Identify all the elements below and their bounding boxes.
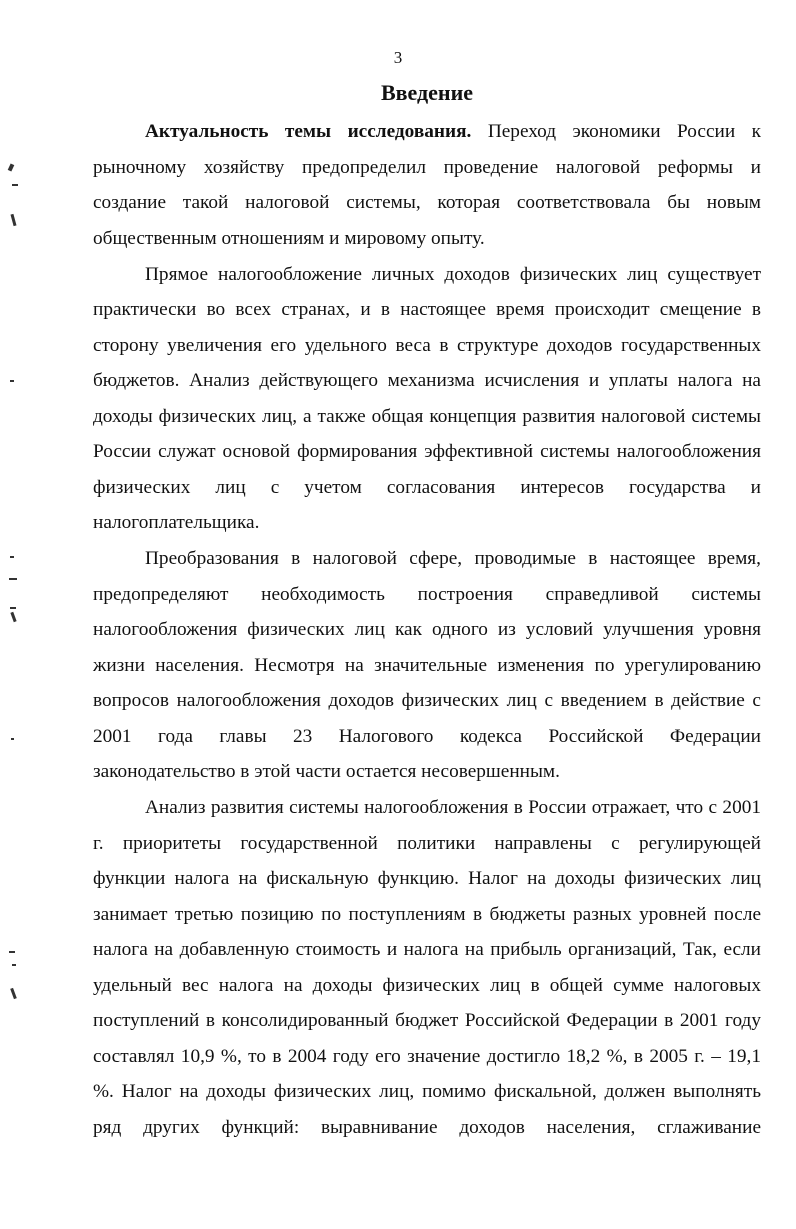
text-line: общественным отношениям и мировому опыту. bbox=[93, 227, 485, 249]
text-line: налогообложения физических лиц как одного из условий улучшения уровня bbox=[93, 619, 761, 640]
text-fragment: Переход экономики России к bbox=[471, 121, 761, 142]
scan-mark bbox=[12, 184, 18, 186]
scan-mark bbox=[9, 578, 17, 580]
scan-mark bbox=[8, 163, 15, 171]
scan-mark bbox=[10, 988, 17, 999]
page-title: Введение bbox=[380, 80, 474, 105]
text-line: поступлений в консолидированный бюджет Российской Федерации в 2001 году bbox=[93, 1010, 761, 1031]
text-line bbox=[93, 114, 761, 150]
scan-mark bbox=[10, 214, 16, 226]
text-line: рыночному хозяйству предопределил проведение налоговой реформы и bbox=[93, 156, 761, 178]
scan-mark bbox=[12, 964, 16, 966]
text-line: Анализ развития системы налогообложения в России отражает, что с 2001 bbox=[145, 797, 761, 818]
text-line: %. Налог на доходы физических лиц, помимо фискальной, должен выполнять bbox=[93, 1081, 761, 1102]
text-line: 2001 года главы 23 Налогового кодекса Российской Федерации bbox=[93, 725, 761, 747]
scan-mark bbox=[9, 951, 15, 953]
scan-mark bbox=[10, 556, 14, 558]
text-line: занимает третью позицию по поступлениям в бюджеты разных уровней после bbox=[93, 903, 761, 925]
text-line: Преобразования в налоговой сфере, проводимые в настоящее время, bbox=[145, 548, 761, 569]
text-line: функции налога на фискальную функцию. Налог на доходы физических лиц bbox=[93, 868, 761, 889]
text-line: г. приоритеты государственной политики направлены с регулирующей bbox=[93, 832, 761, 854]
scan-mark bbox=[10, 607, 16, 609]
text-line: удельный вес налога на доходы физических лиц в общей сумме налоговых bbox=[93, 974, 761, 996]
text-line: составлял 10,9 %, то в 2004 году его значение достигло 18,2 %, в 2005 г. – 19,1 bbox=[93, 1045, 761, 1067]
text-line: вопросов налогообложения доходов физических лиц с введением в действие с bbox=[93, 690, 761, 711]
page-number: 3 bbox=[393, 48, 403, 67]
text-line: сторону увеличения его удельного веса в структуре доходов государственных bbox=[93, 334, 761, 356]
text-line: бюджетов. Анализ действующего механизма исчисления и уплаты налога на bbox=[93, 370, 761, 391]
text-line: физических лиц с учетом согласования интересов государства и bbox=[93, 476, 761, 498]
text-line: создание такой налоговой системы, которая соответствовала бы новым bbox=[93, 192, 761, 213]
text-line: доходы физических лиц, а также общая концепция развития налоговой системы bbox=[93, 405, 761, 427]
scan-mark bbox=[11, 738, 14, 740]
text-line: Прямое налогообложение личных доходов физических лиц существует bbox=[145, 263, 761, 285]
text-line: налогоплательщика. bbox=[93, 512, 260, 533]
text-line: законодательство в этой части остается несовершенным. bbox=[93, 761, 560, 782]
text-line: ряд других функций: выравнивание доходов населения, сглаживание bbox=[93, 1116, 761, 1138]
scan-mark bbox=[10, 612, 16, 622]
text-line: практически во всех странах, и в настоящее время происходит смещение в bbox=[93, 299, 761, 320]
text-line: России служат основой формирования эффективной системы налогообложения bbox=[93, 441, 761, 462]
text-line: предопределяют необходимость построения справедливой системы bbox=[93, 583, 761, 605]
text-line: налога на добавленную стоимость и налога на прибыль организаций, Так, если bbox=[93, 939, 761, 960]
body-text bbox=[93, 114, 761, 1145]
scan-mark bbox=[10, 380, 14, 382]
text-line: жизни населения. Несмотря на значительные изменения по урегулированию bbox=[93, 654, 761, 676]
section-lead: Актуальность темы исследования. bbox=[145, 121, 472, 142]
